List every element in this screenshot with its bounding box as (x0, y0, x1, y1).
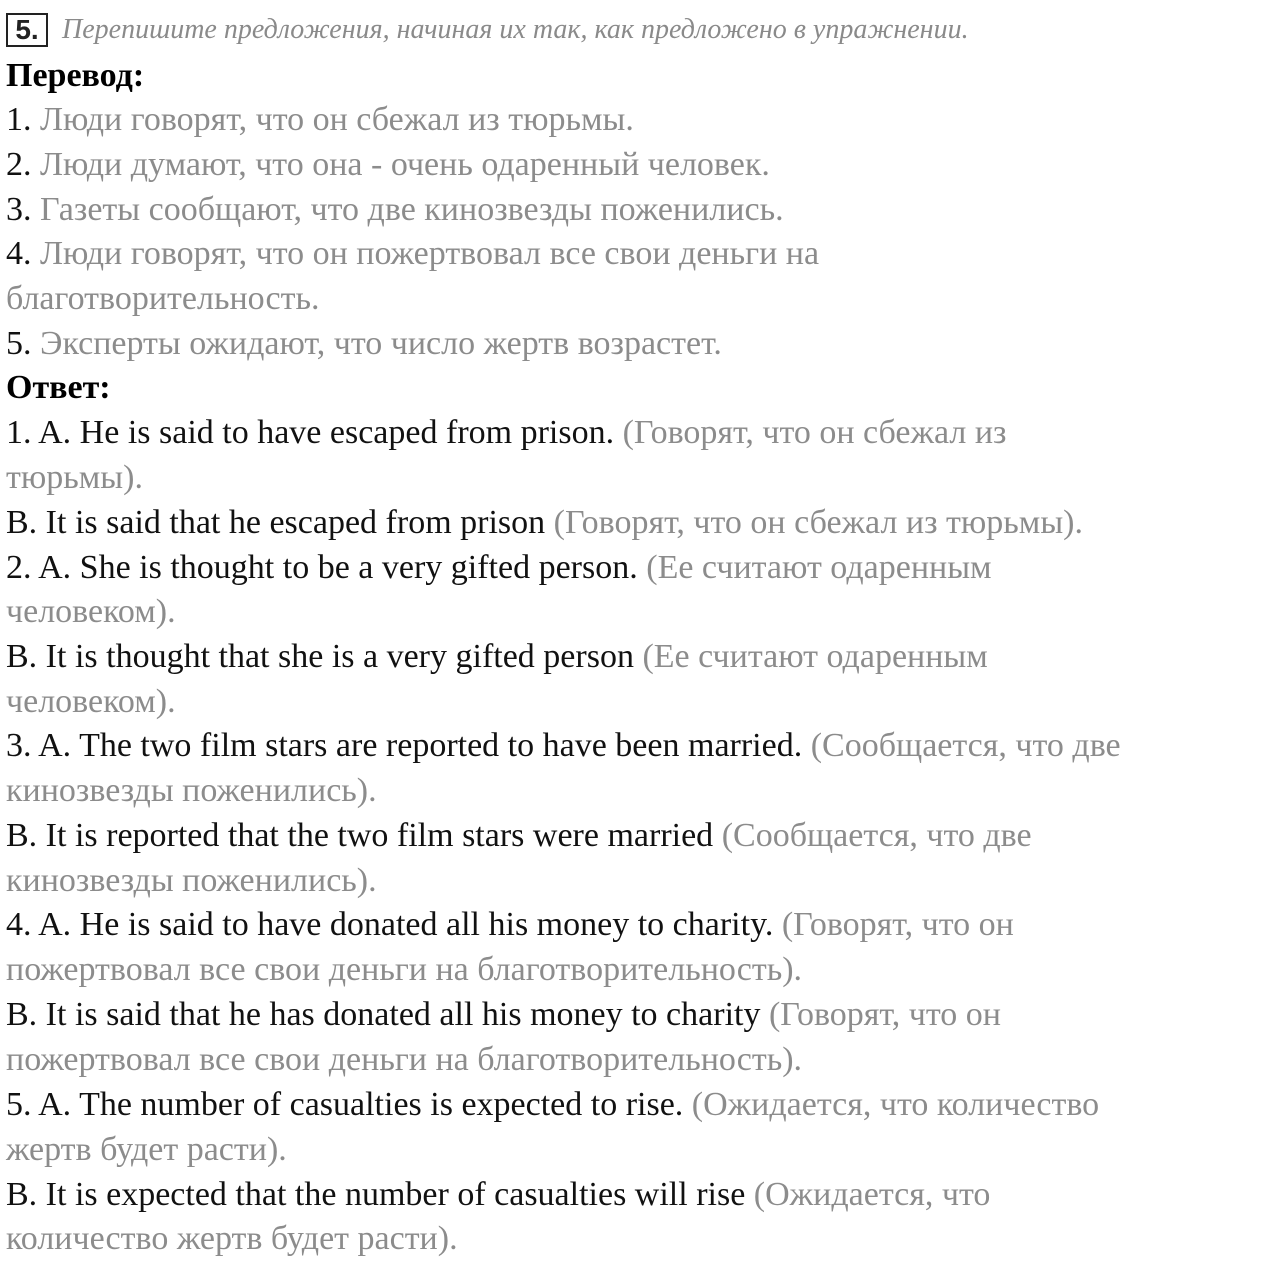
exercise-instruction: Перепишите предложения, начиная их так, как предложено в упражнении. (62, 14, 969, 45)
answer-line: кинозвезды поженились). (6, 862, 377, 899)
answer-line: B. It is said that he escaped from prison (Говорят, что он сбежал из тюрьмы). (6, 504, 1083, 541)
answer-line: 5. A. The number of casualties is expected to rise. (Ожидается, что количество (6, 1086, 1100, 1123)
translation-line: 3. Газеты сообщают, что две кинозвезды поженились. (6, 191, 784, 228)
exercise-header (6, 10, 969, 50)
answer-line: тюрьмы). (6, 459, 143, 496)
answer-line: пожертвовал все свои деньги на благотворительность). (6, 1041, 803, 1078)
answer-line: 1. A. He is said to have escaped from prison. (Говорят, что он сбежал из (6, 414, 1007, 451)
translation-line: благотворительность. (6, 280, 320, 317)
answer-line: B. It is thought that she is a very gifted person (Ее считают одаренным (6, 638, 988, 675)
translation-line: 1. Люди говорят, что он сбежал из тюрьмы. (6, 101, 634, 138)
answer-line: B. It is reported that the two film stars were married (Сообщается, что две (6, 817, 1032, 854)
answer-line: человеком). (6, 683, 176, 720)
answer-line: B. It is expected that the number of casualties will rise (Ожидается, что (6, 1176, 991, 1213)
answer-line: 3. A. The two film stars are reported to have been married. (Сообщается, что две (6, 727, 1121, 764)
translation-heading: Перевод: (6, 57, 145, 94)
answer-line: количество жертв будет расти). (6, 1220, 458, 1257)
answer-heading: Ответ: (6, 369, 111, 406)
translation-line: 4. Люди говорят, что он пожертвовал все свои деньги на (6, 235, 820, 272)
answer-line: B. It is said that he has donated all his money to charity (Говорят, что он (6, 996, 1001, 1033)
translation-line: 2. Люди думают, что она - очень одаренный человек. (6, 146, 770, 183)
answer-line: человеком). (6, 593, 176, 630)
exercise-number: 5. (6, 13, 48, 47)
answer-line: жертв будет расти). (6, 1131, 287, 1168)
answer-line: кинозвезды поженились). (6, 772, 377, 809)
translation-line: 5. Эксперты ожидают, что число жертв возрастет. (6, 325, 722, 362)
answer-line: 2. A. She is thought to be a very gifted person. (Ее считают одаренным (6, 549, 992, 586)
answer-line: пожертвовал все свои деньги на благотворительность). (6, 951, 803, 988)
answer-line: 4. A. He is said to have donated all his money to charity. (Говорят, что он (6, 906, 1014, 943)
